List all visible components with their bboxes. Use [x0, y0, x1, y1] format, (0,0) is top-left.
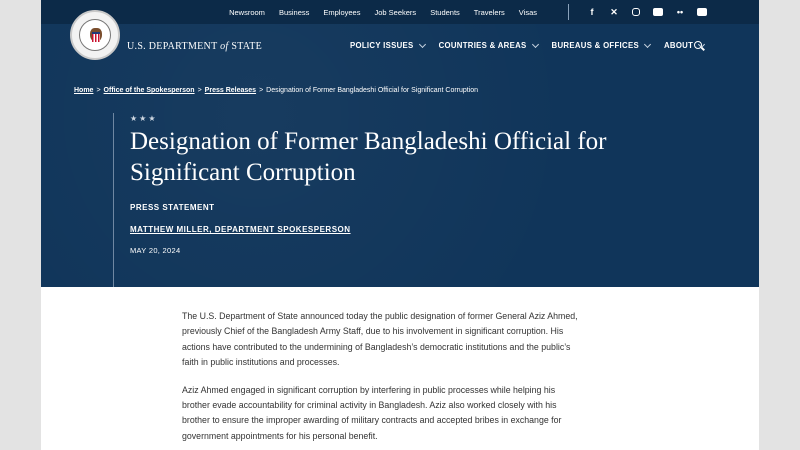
breadcrumb-home[interactable]: Home: [74, 87, 94, 94]
article-date: MAY 20, 2024: [130, 246, 181, 255]
nav-about[interactable]: ABOUT: [664, 41, 704, 50]
x-icon[interactable]: ✕: [610, 6, 618, 17]
breadcrumb-separator: >: [96, 87, 101, 94]
utility-link-job-seekers[interactable]: Job Seekers: [374, 7, 417, 17]
article-author-link[interactable]: MATTHEW MILLER, DEPARTMENT SPOKESPERSON: [130, 225, 351, 234]
utility-link-travelers[interactable]: Travelers: [473, 7, 505, 17]
main-nav: [350, 41, 718, 50]
breadcrumb-separator: >: [259, 87, 264, 94]
flickr-icon[interactable]: ••: [676, 7, 684, 17]
facebook-icon[interactable]: f: [590, 7, 594, 17]
accent-divider: [113, 113, 114, 287]
nav-bureaus-offices[interactable]: BUREAUS & OFFICES: [552, 41, 650, 50]
chevron-down-icon: [419, 40, 426, 47]
youtube-icon[interactable]: [653, 8, 663, 16]
utility-link-students[interactable]: Students: [430, 7, 460, 17]
instagram-icon[interactable]: [632, 8, 640, 16]
utility-link-newsroom[interactable]: Newsroom: [229, 7, 265, 17]
page: [41, 0, 759, 450]
article-body: [182, 309, 582, 450]
utility-link-employees[interactable]: Employees: [323, 7, 361, 17]
hero-banner: [41, 0, 759, 287]
breadcrumb: [74, 87, 478, 94]
utility-nav: [215, 0, 537, 24]
utility-link-business[interactable]: Business: [278, 7, 310, 17]
utility-link-visas[interactable]: Visas: [518, 7, 537, 17]
search-icon[interactable]: [694, 41, 704, 51]
breadcrumb-separator: >: [197, 87, 202, 94]
chevron-down-icon: [532, 40, 539, 47]
breadcrumb-press-releases[interactable]: Press Releases: [204, 87, 257, 94]
breadcrumb-current: Designation of Former Bangladeshi Official for Significant Corruption: [266, 87, 479, 94]
decorative-stars: ★★★: [130, 114, 158, 123]
page-title: Designation of Former Bangladeshi Official for Significant Corruption: [130, 128, 607, 186]
breadcrumb-office[interactable]: Office of the Spokesperson: [103, 87, 195, 94]
site-brand-name[interactable]: U.S. DEPARTMENT of STATE: [127, 41, 263, 52]
seal-emblem: [79, 19, 111, 51]
article-type: PRESS STATEMENT: [130, 203, 215, 212]
department-seal-logo[interactable]: [70, 10, 120, 60]
nav-policy-issues[interactable]: POLICY ISSUES: [350, 41, 425, 50]
shield-icon: [92, 34, 100, 42]
utility-bar: [41, 0, 759, 24]
social-links: [581, 0, 713, 24]
email-icon[interactable]: [697, 8, 707, 16]
utility-divider: [568, 4, 569, 20]
chevron-down-icon: [644, 40, 651, 47]
article-paragraph: The U.S. Department of State announced today the public designation of former General Aziz Ahmed, previously Chief of the Bangladesh Army Staff, due to his involvement in significant corruption. His actions have contributed to the undermining of Bangladesh’s democratic institutions and the public’s faith in public institutions and processes.: [182, 311, 578, 368]
nav-countries-areas[interactable]: COUNTRIES & AREAS: [439, 41, 538, 50]
article-paragraph: Aziz Ahmed engaged in significant corruption by interfering in public processes while helping his brother evade accountability for criminal activity in Bangladesh. Aziz also worked closely with his brother to ensure the improper awarding of military contracts and accepted bribes in exchange for government appointments for his personal benefit.: [182, 384, 562, 441]
